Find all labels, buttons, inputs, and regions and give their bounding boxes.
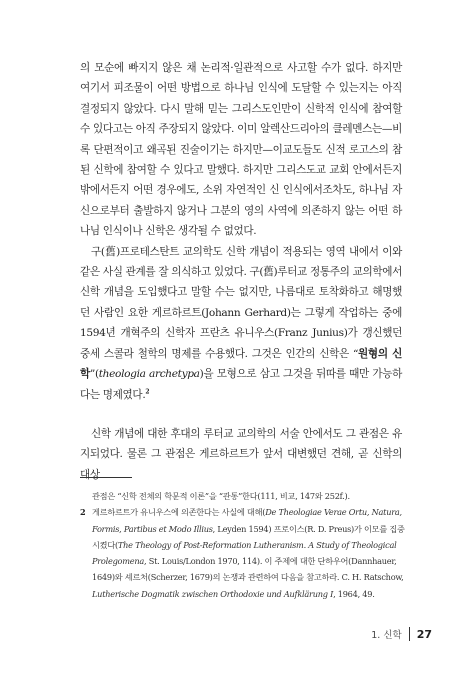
paragraph-2-text-c: )을 모형으로 삼고 그것을 뒤따를 때만 가능하다는 명제였다. <box>80 368 402 401</box>
footnote-2-title-preus: The Theology of Post-Reformation Lutheranism. A Study of Theological Prolegomena <box>92 539 397 567</box>
footnote-2-number: 2 <box>80 507 86 518</box>
paragraph-2 <box>80 242 402 405</box>
paragraph-3: 신학 개념에 대한 후대의 루터교 교의학의 서술 안에서도 그 관점은 유지되었다. 물론 그 관점은 게르하르트가 앞서 대변했던 견해, 곧 신학의 대상 <box>80 427 402 481</box>
footnote-2-text-a: 게르하르트가 유니우스에 의존한다는 사실에 대해( <box>92 507 266 518</box>
footnote-2-text-d: , 1964, 49. <box>333 588 375 599</box>
page-number: 27 <box>416 627 432 641</box>
paragraph-1: 의 모순에 빠지지 않은 채 논리적·일관적으로 사고할 수가 없다. 하지만 여기서 피조물이 어떤 방법으로 하나님 인식에 도달할 수 있는지는 아직 결정되지 않았다. 다시 말해 믿는 그리스도인만이 신학적 인식에 참여할 수 있다고는 아직 주장되지 않았다. 이미 알렉산드리아의 클레멘스는—비록 단편적이고 왜곡된 진술이기는 하지만—이교도들도 신적 로고스의 참된 신학에 참여할 수 있다고 말했다. 하지만 그리스도교 교회 안에서든지 밖에서든지 어떤 경우에도, 소위 자연적인 신 인식에서조차도, 하나님 자신으로부터 출발하지 않거나 그분의 영의 사역에 의존하지 않는 어떤 하나님 인식이나 신학은 생각될 수 없었다. <box>80 62 402 238</box>
footnotes <box>80 488 405 602</box>
footnote-divider <box>80 477 132 478</box>
footnote-1-continued: 관점은 “신학 전체의 학문적 이론”을 “관통”한다(111, 비교, 147와 252f.). <box>92 491 350 501</box>
footnote-2 <box>80 504 405 602</box>
footnote-2-title-junius: De Theologiae Verae Ortu, Natura, Formis, Partibus et Modo Illius <box>92 507 402 534</box>
paragraph-2-text-b: ”( <box>89 368 99 381</box>
theologia-archetypa-term: theologia archetypa <box>98 368 200 381</box>
body-text <box>80 58 402 485</box>
footnote-2-text-b: , Leyden 1594) 프로이스(R. D. Preus)가 이모를 집중시켰다( <box>92 523 405 550</box>
archetypal-theology-term: 원형의 신학 <box>80 347 402 381</box>
footnote-2-title-ratschow: Lutherische Dogmatik zwischen Orthodoxie und Aufklärung I <box>92 588 334 599</box>
footnote-ref-2[interactable]: 2 <box>145 387 150 395</box>
paragraph-2-text-a: 구(舊)프로테스탄트 교의학도 신학 개념이 적용되는 영역 내에서 이와 같은 사실 관계를 잘 의식하고 있었다. 구(舊)루터교 정통주의 교의학에서 신학 개념을 도입했다고 말할 수는 없지만, 나름대로 토착화하고 해명했던 사람인 요한 게르하르트(Johann Gerhard)는 그렇게 작업하는 중에 1594년 개혁주의 신학자 프란츠 유니우스(Franz Junius)가 갱신했던 중세 스콜라 철학의 명제를 수용했다. 그것은 인간의 신학은 “ <box>80 245 402 360</box>
footer-divider <box>409 627 410 641</box>
section-label: 1. 신학 <box>371 630 402 641</box>
running-footer <box>300 627 432 641</box>
footnote-2-text-c: , St. Louis/London 1970, 114). 이 주제에 대한 단하우어(Dannhauer, 1649)와 셰르처(Scherzer, 1679)의 논쟁과 관련하여 다음을 참고하라. C. H. Ratschow, <box>92 556 404 583</box>
